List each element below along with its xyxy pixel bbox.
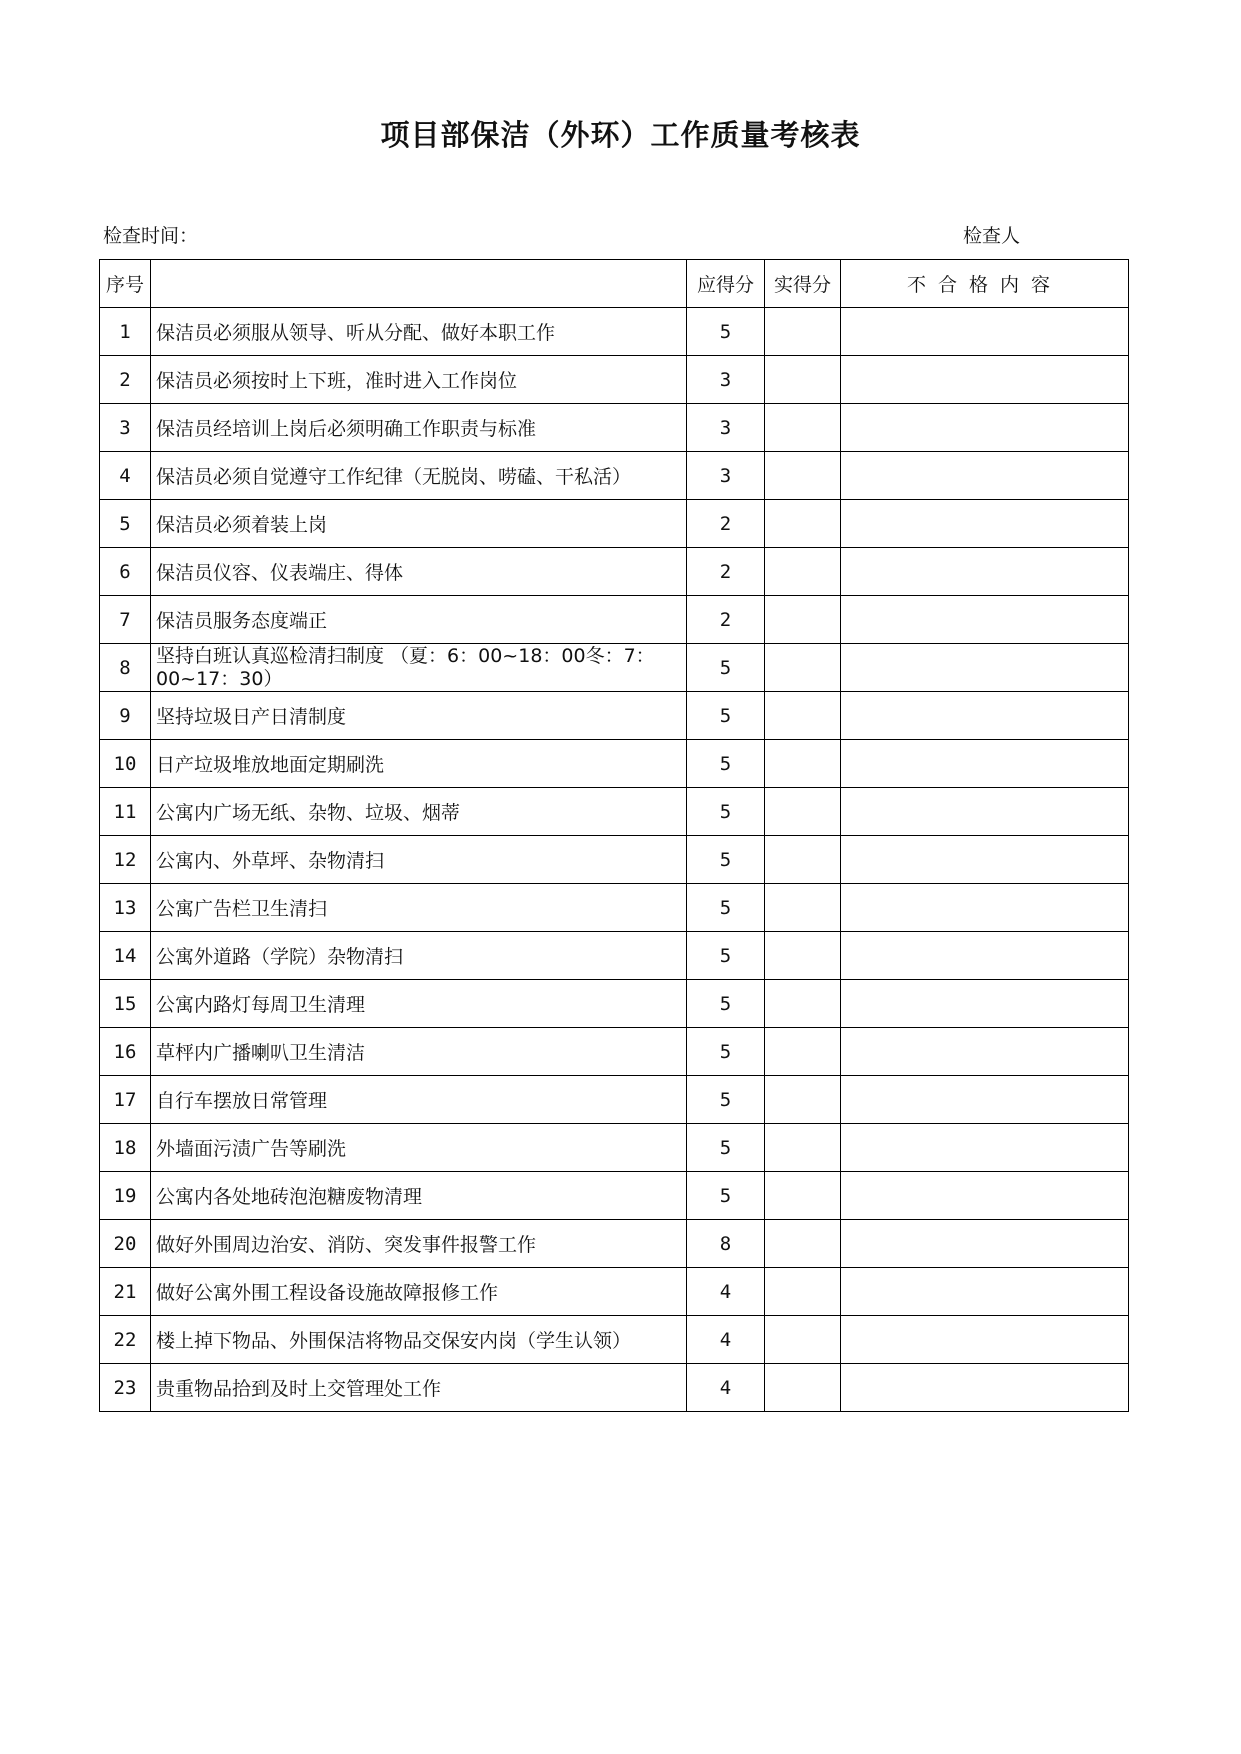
table-row (100, 932, 1129, 980)
row-standard-score: 4 (687, 1316, 765, 1364)
row-standard-score: 2 (687, 500, 765, 548)
row-failed-content[interactable] (841, 836, 1129, 884)
row-no: 15 (100, 980, 151, 1028)
row-standard-score: 5 (687, 1076, 765, 1124)
row-no: 10 (100, 740, 151, 788)
table-row (100, 884, 1129, 932)
row-failed-content[interactable] (841, 1364, 1129, 1412)
row-no: 7 (100, 596, 151, 644)
table-row (100, 788, 1129, 836)
row-failed-content[interactable] (841, 740, 1129, 788)
row-failed-content[interactable] (841, 356, 1129, 404)
table-row (100, 596, 1129, 644)
row-failed-content[interactable] (841, 452, 1129, 500)
row-standard-score: 5 (687, 1028, 765, 1076)
row-no: 11 (100, 788, 151, 836)
row-standard-score: 3 (687, 404, 765, 452)
row-item: 外墙面污渍广告等刷洗 (151, 1124, 687, 1172)
row-actual-score[interactable] (765, 1316, 841, 1364)
row-failed-content[interactable] (841, 1172, 1129, 1220)
row-actual-score[interactable] (765, 692, 841, 740)
row-item: 保洁员经培训上岗后必须明确工作职责与标准 (151, 404, 687, 452)
row-failed-content[interactable] (841, 308, 1129, 356)
table-row (100, 644, 1129, 692)
row-no: 19 (100, 1172, 151, 1220)
table-row (100, 1028, 1129, 1076)
row-item: 公寓广告栏卫生清扫 (151, 884, 687, 932)
row-no: 2 (100, 356, 151, 404)
row-failed-content[interactable] (841, 1268, 1129, 1316)
row-item: 贵重物品拾到及时上交管理处工作 (151, 1364, 687, 1412)
inspector-label: 检查人 (963, 225, 1021, 247)
row-actual-score[interactable] (765, 1364, 841, 1412)
row-failed-content[interactable] (841, 1316, 1129, 1364)
row-no: 9 (100, 692, 151, 740)
row-item: 公寓内广场无纸、杂物、垃圾、烟蒂 (151, 788, 687, 836)
row-actual-score[interactable] (765, 404, 841, 452)
row-no: 22 (100, 1316, 151, 1364)
row-failed-content[interactable] (841, 500, 1129, 548)
row-failed-content[interactable] (841, 980, 1129, 1028)
assessment-table (99, 259, 1129, 1412)
row-actual-score[interactable] (765, 356, 841, 404)
row-no: 4 (100, 452, 151, 500)
row-standard-score: 2 (687, 548, 765, 596)
row-standard-score: 5 (687, 980, 765, 1028)
row-actual-score[interactable] (765, 1028, 841, 1076)
row-standard-score: 5 (687, 836, 765, 884)
row-actual-score[interactable] (765, 308, 841, 356)
row-item: 日产垃圾堆放地面定期刷洗 (151, 740, 687, 788)
table-row (100, 980, 1129, 1028)
row-failed-content[interactable] (841, 644, 1129, 692)
row-item: 公寓外道路（学院）杂物清扫 (151, 932, 687, 980)
row-failed-content[interactable] (841, 884, 1129, 932)
row-actual-score[interactable] (765, 836, 841, 884)
table-row (100, 1124, 1129, 1172)
row-actual-score[interactable] (765, 1172, 841, 1220)
table-row (100, 404, 1129, 452)
row-actual-score[interactable] (765, 1220, 841, 1268)
row-no: 14 (100, 932, 151, 980)
table-row (100, 740, 1129, 788)
row-no: 20 (100, 1220, 151, 1268)
row-actual-score[interactable] (765, 932, 841, 980)
header-actual-score: 实得分 (765, 260, 841, 308)
row-actual-score[interactable] (765, 884, 841, 932)
row-no: 3 (100, 404, 151, 452)
row-item: 楼上掉下物品、外围保洁将物品交保安内岗（学生认领） (151, 1316, 687, 1364)
row-standard-score: 5 (687, 884, 765, 932)
header-no: 序号 (100, 260, 151, 308)
table-row (100, 692, 1129, 740)
check-time-label: 检查时间： (103, 225, 199, 247)
header-standard-score: 应得分 (687, 260, 765, 308)
row-item: 保洁员必须着装上岗 (151, 500, 687, 548)
row-no: 12 (100, 836, 151, 884)
row-actual-score[interactable] (765, 500, 841, 548)
row-item: 自行车摆放日常管理 (151, 1076, 687, 1124)
row-standard-score: 5 (687, 308, 765, 356)
row-standard-score: 5 (687, 1124, 765, 1172)
row-item: 坚持垃圾日产日清制度 (151, 692, 687, 740)
page-title: 项目部保洁（外环）工作质量考核表 (380, 118, 861, 152)
row-actual-score[interactable] (765, 1124, 841, 1172)
row-standard-score: 5 (687, 740, 765, 788)
row-failed-content[interactable] (841, 788, 1129, 836)
row-failed-content[interactable] (841, 404, 1129, 452)
row-failed-content[interactable] (841, 692, 1129, 740)
table-row (100, 1316, 1129, 1364)
table-row (100, 1268, 1129, 1316)
row-no: 17 (100, 1076, 151, 1124)
header-item (151, 260, 687, 308)
header-failed-content: 不合格内容 (841, 260, 1129, 308)
row-standard-score: 3 (687, 356, 765, 404)
row-actual-score[interactable] (765, 596, 841, 644)
row-actual-score[interactable] (765, 548, 841, 596)
row-standard-score: 5 (687, 692, 765, 740)
row-no: 8 (100, 644, 151, 692)
row-item: 公寓内、外草坪、杂物清扫 (151, 836, 687, 884)
row-actual-score[interactable] (765, 980, 841, 1028)
row-actual-score[interactable] (765, 452, 841, 500)
row-no: 5 (100, 500, 151, 548)
row-no: 1 (100, 308, 151, 356)
row-standard-score: 5 (687, 788, 765, 836)
table-row (100, 836, 1129, 884)
row-no: 23 (100, 1364, 151, 1412)
row-item: 保洁员必须服从领导、听从分配、做好本职工作 (151, 308, 687, 356)
row-standard-score: 8 (687, 1220, 765, 1268)
row-no: 21 (100, 1268, 151, 1316)
row-item: 公寓内路灯每周卫生清理 (151, 980, 687, 1028)
row-failed-content[interactable] (841, 1076, 1129, 1124)
table-header-row (100, 260, 1129, 308)
row-actual-score[interactable] (765, 644, 841, 692)
row-item: 保洁员必须自觉遵守工作纪律（无脱岗、唠磕、干私活） (151, 452, 687, 500)
row-failed-content[interactable] (841, 1220, 1129, 1268)
row-item: 草枰内广播喇叭卫生清洁 (151, 1028, 687, 1076)
table-row (100, 308, 1129, 356)
row-failed-content[interactable] (841, 548, 1129, 596)
table-row (100, 1220, 1129, 1268)
table-row (100, 1076, 1129, 1124)
row-actual-score[interactable] (765, 788, 841, 836)
row-no: 13 (100, 884, 151, 932)
row-item: 保洁员必须按时上下班，准时进入工作岗位 (151, 356, 687, 404)
row-failed-content[interactable] (841, 1124, 1129, 1172)
row-actual-score[interactable] (765, 1268, 841, 1316)
table-row (100, 500, 1129, 548)
table-row (100, 356, 1129, 404)
row-no: 18 (100, 1124, 151, 1172)
table-row (100, 548, 1129, 596)
row-standard-score: 4 (687, 1364, 765, 1412)
row-actual-score[interactable] (765, 1076, 841, 1124)
row-item: 坚持白班认真巡检清扫制度 （夏：6：00~18：00冬：7：00~17：30） (151, 644, 687, 692)
row-standard-score: 5 (687, 644, 765, 692)
table-row (100, 1364, 1129, 1412)
table-row (100, 1172, 1129, 1220)
row-standard-score: 3 (687, 452, 765, 500)
row-item: 公寓内各处地砖泡泡糖废物清理 (151, 1172, 687, 1220)
row-item: 保洁员仪容、仪表端庄、得体 (151, 548, 687, 596)
table-row (100, 452, 1129, 500)
row-no: 16 (100, 1028, 151, 1076)
row-item: 做好外围周边治安、消防、突发事件报警工作 (151, 1220, 687, 1268)
row-standard-score: 5 (687, 932, 765, 980)
row-failed-content[interactable] (841, 596, 1129, 644)
row-standard-score: 4 (687, 1268, 765, 1316)
row-standard-score: 2 (687, 596, 765, 644)
row-item: 保洁员服务态度端正 (151, 596, 687, 644)
row-actual-score[interactable] (765, 740, 841, 788)
row-standard-score: 5 (687, 1172, 765, 1220)
row-no: 6 (100, 548, 151, 596)
row-failed-content[interactable] (841, 932, 1129, 980)
row-failed-content[interactable] (841, 1028, 1129, 1076)
row-item: 做好公寓外围工程设备设施故障报修工作 (151, 1268, 687, 1316)
